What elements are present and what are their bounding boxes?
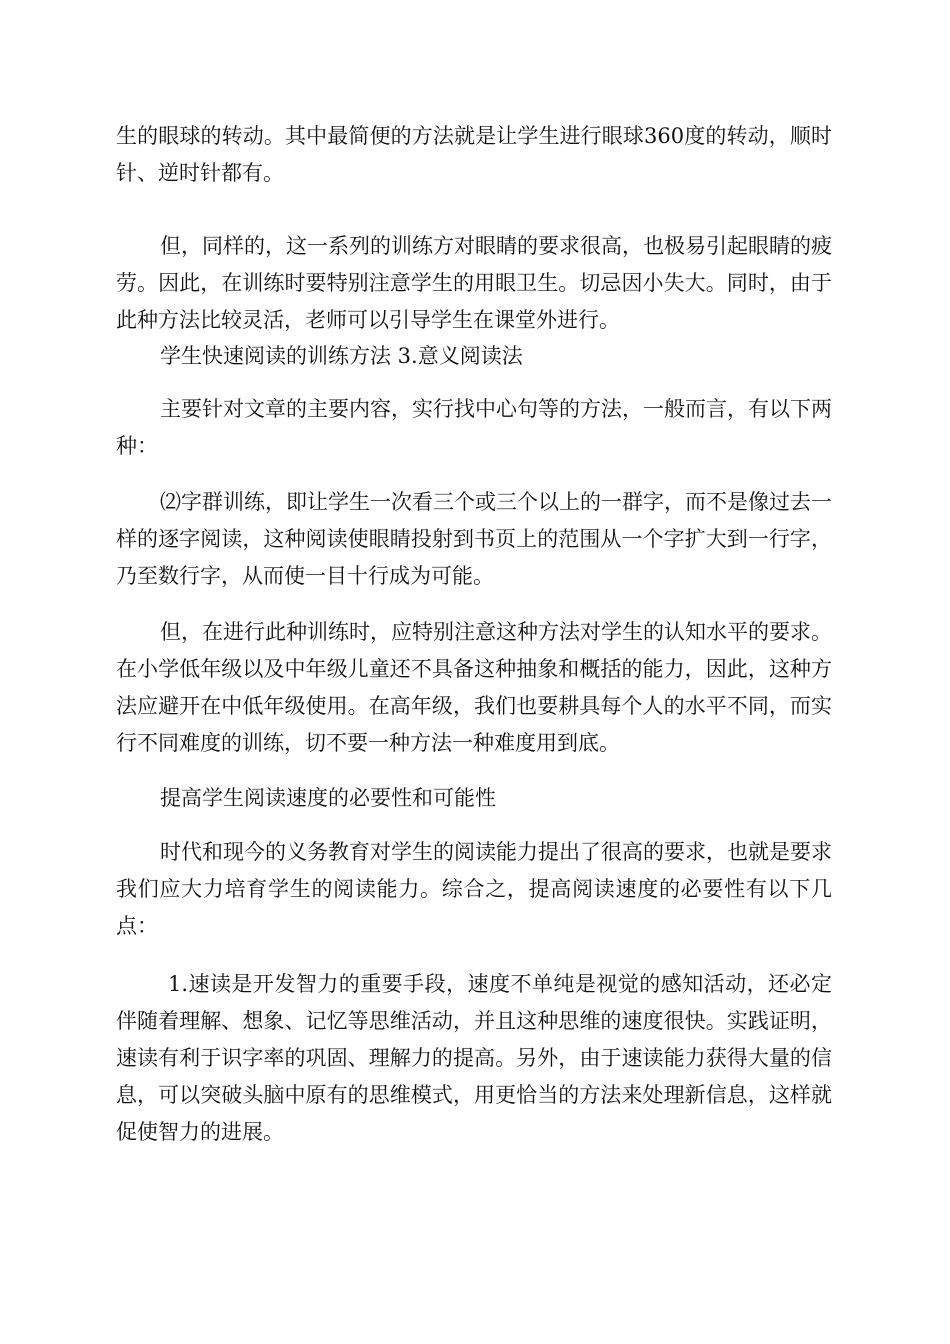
- paragraph-cognitive-level-note: 但，在进行此种训练时，应特别注意这种方法对学生的认知水平的要求。在小学低年级以及中年级儿童还不具备这种抽象和概括的能力，因此，这种方法应避开在中低年级使用。在高年级，我们也要耕具每个人的水平不同，而实行不同难度的训练，切不要一种方法一种难度用到底。: [116, 620, 832, 755]
- paragraph-eye-rotation: 生的眼球的转动。其中最简便的方法就是让学生进行眼球360度的转动，顺时针、逆时针都有。: [116, 124, 832, 185]
- paragraph-word-group-training: ⑵字群训练，即让学生一次看三个或三个以上的一群字，而不是像过去一样的逐字阅读，这种阅读使眼睛投射到书页上的范围从一个字扩大到一行字，乃至数行字，从而使一目十行成为可能。: [116, 490, 832, 588]
- list-item-speed-reading-intelligence: 1.速读是开发智力的重要手段，速度不单纯是视觉的感知活动，还必定伴随着理解、想象、记忆等思维活动，并且这种思维的速度很快。实践证明，速读有利于识字率的巩固、理解力的提高。另外，由于速读能力获得大量的信息，可以突破头脑中原有的思维模式，用更恰当的方法来处理新信息，这样就促使智力的进展。: [116, 972, 832, 1144]
- paragraph-main-content-method: 主要针对文章的主要内容，实行找中心句等的方法，一般而言，有以下两种：: [116, 397, 832, 458]
- section-heading-meaning-reading: 学生快速阅读的训练方法 3.意义阅读法: [160, 344, 523, 368]
- section-heading-reading-speed-necessity: 提高学生阅读速度的必要性和可能性: [160, 786, 496, 810]
- paragraph-education-requirements: 时代和现今的义务教育对学生的阅读能力提出了很高的要求，也就是要求我们应大力培育学生的阅读能力。综合之，提高阅读速度的必要性有以下几点：: [116, 840, 832, 938]
- paragraph-eye-fatigue-warning: 但，同样的，这一系列的训练方对眼睛的要求很高，也极易引起眼睛的疲劳。因此，在训练时要特别注意学生的用眼卫生。切忌因小失大。同时，由于此种方法比较灵活，老师可以引导学生在课堂外进行。: [116, 234, 832, 332]
